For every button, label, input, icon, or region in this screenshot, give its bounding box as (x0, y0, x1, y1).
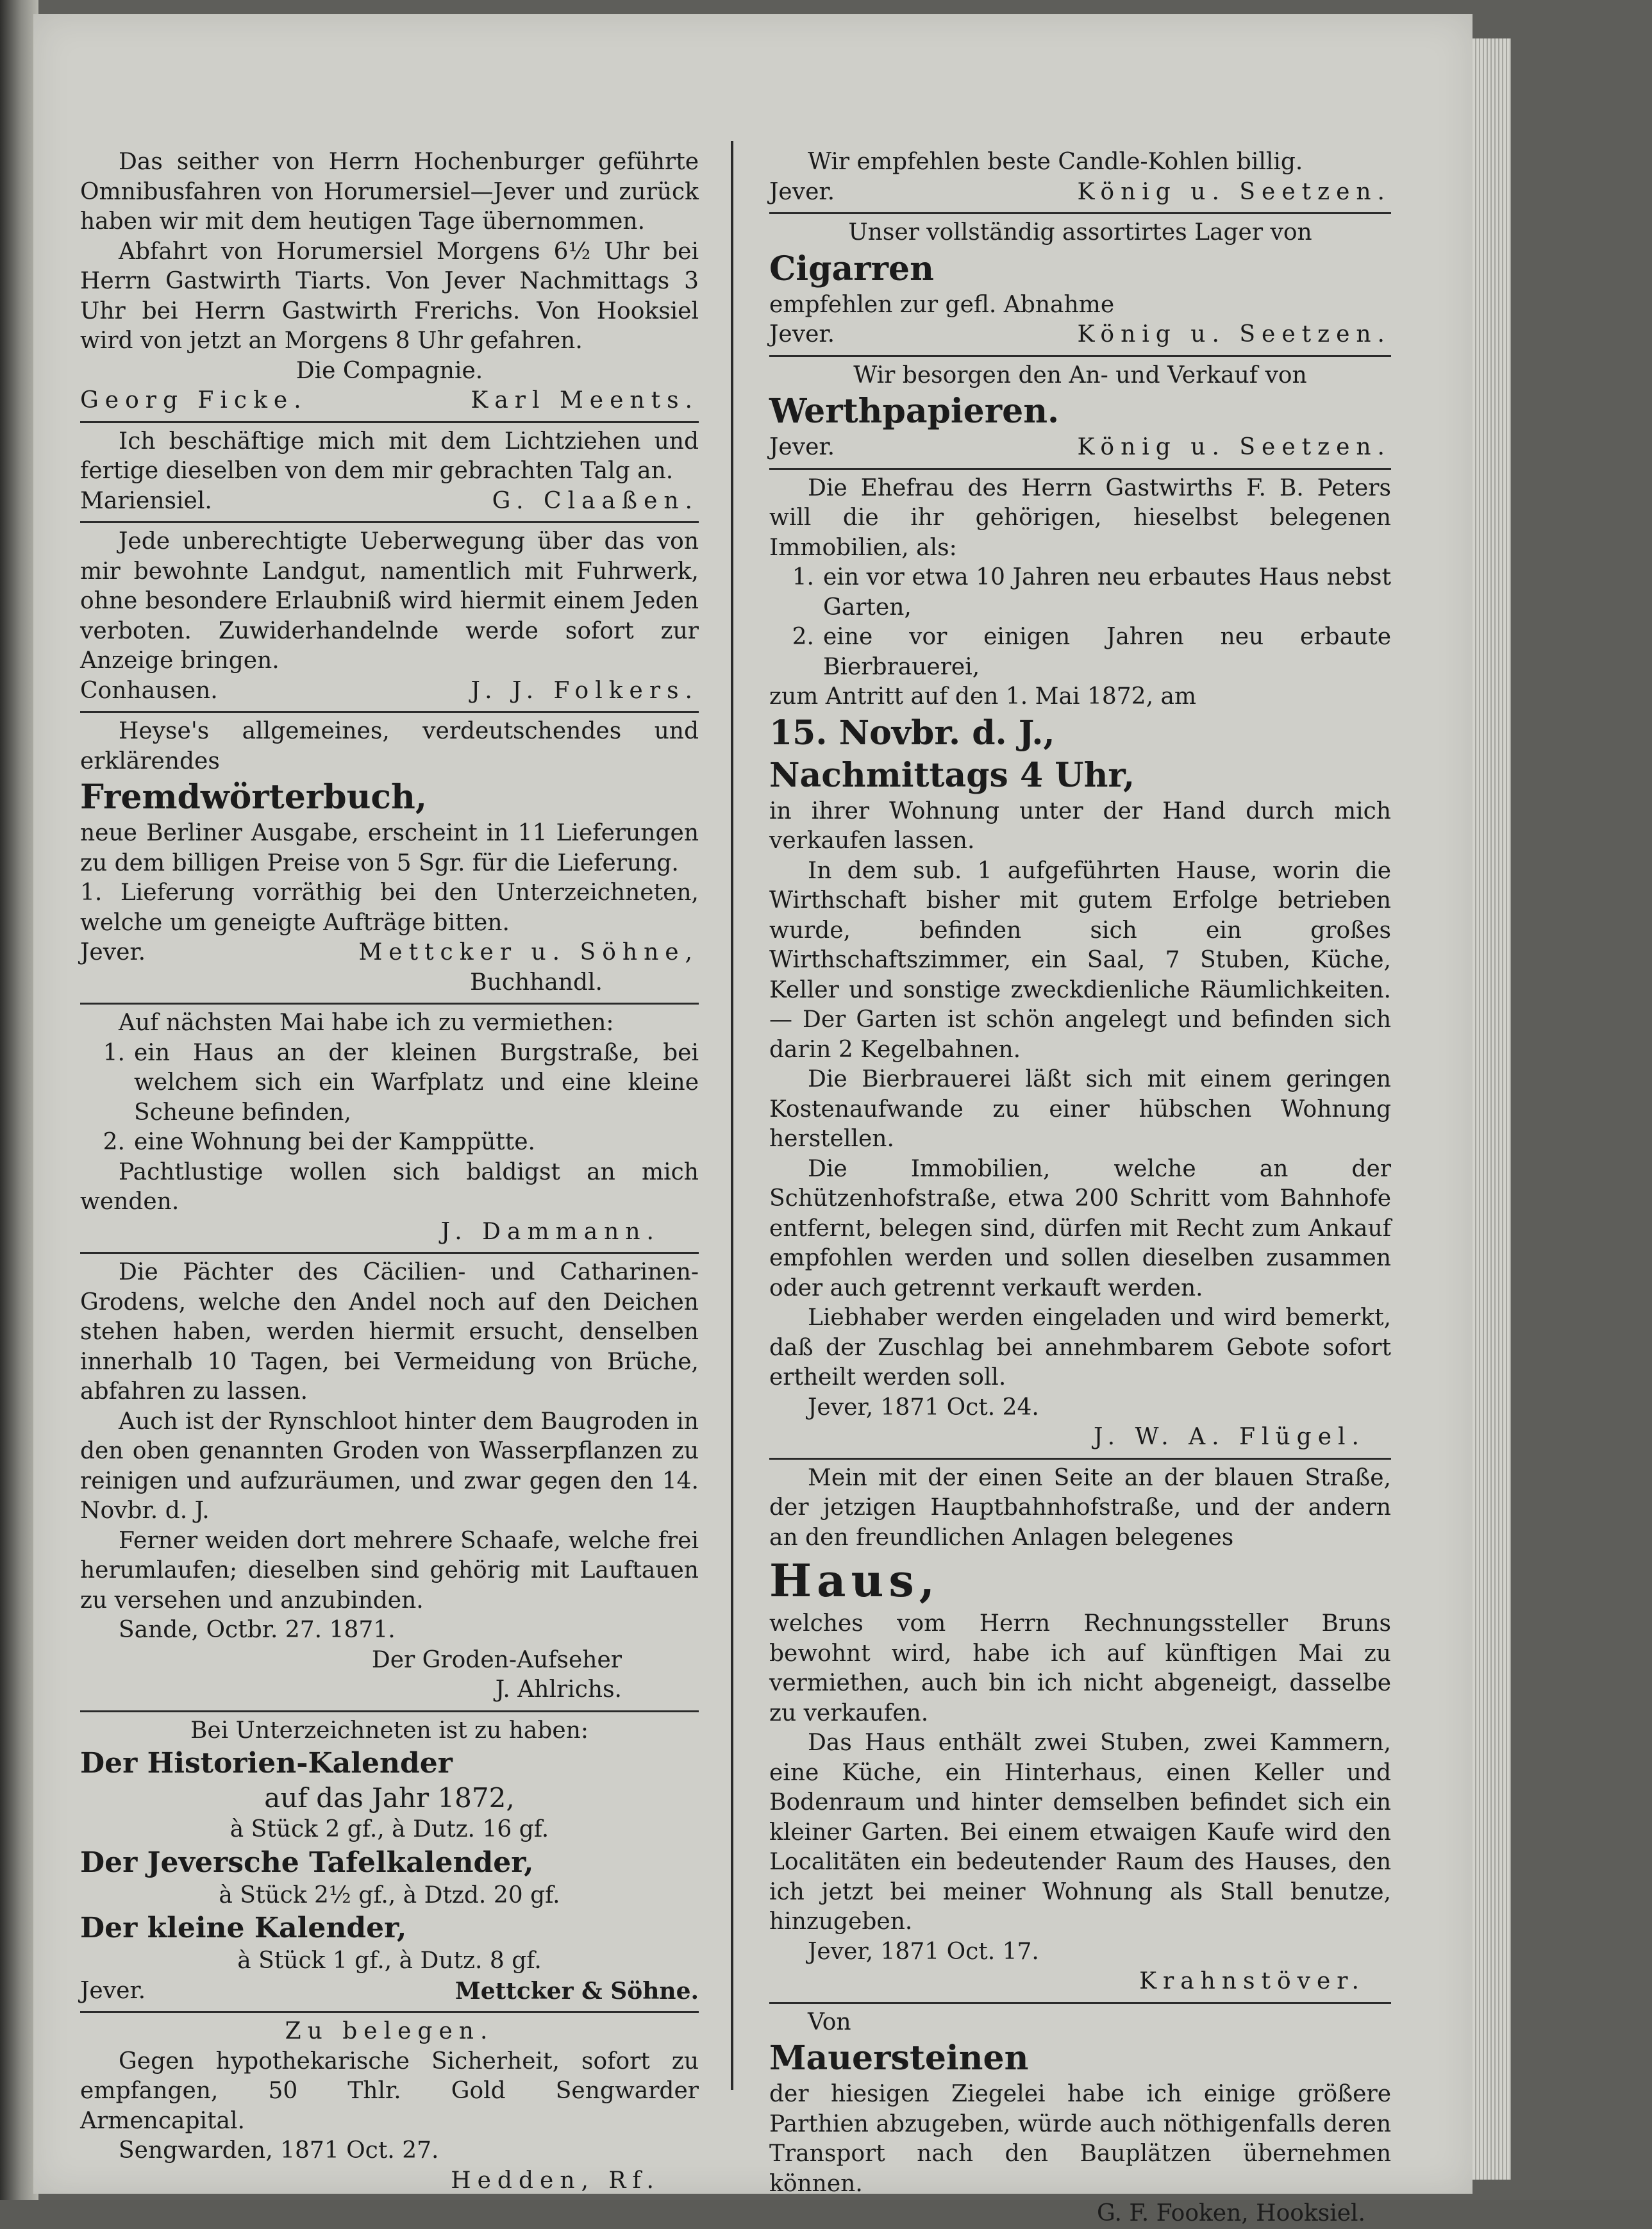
ad-intro: Heyse's allgemeines, verdeutschendes und erklärendes (80, 718, 699, 774)
ad-text: Ich beschäftige mich mit dem Lichtziehen und fertige dieselben von dem mir gebrachten Talg an. (80, 428, 699, 484)
ad-signature (769, 178, 1391, 208)
list-number: 1. (792, 564, 814, 590)
ad-lichtziehen (80, 427, 699, 517)
ad-title: Der Historien-Kalender (80, 1747, 453, 1780)
right-column (769, 147, 1391, 2229)
ad-text: Das seither von Herrn Hochenburger geführte Omnibusfahren von Horumersiel—Jever und zurück haben wir mit dem heutigen Tage übernommen. (80, 149, 699, 235)
ad-separator (769, 212, 1391, 214)
ad-date: Jever, 1871 Oct. 17. (808, 1938, 1039, 1965)
ad-separator (80, 1252, 699, 1254)
list-number: 1. (103, 1039, 125, 1066)
ad-kalender (80, 1716, 699, 2007)
ad-text: zum Antritt auf den 1. Mai 1872, am (769, 683, 1197, 710)
signature-name: König u. Seetzen. (1077, 434, 1391, 460)
ad-werthpapiere (769, 361, 1391, 463)
signature-place: Jever. (80, 939, 146, 965)
ad-title: Werthpapieren. (769, 392, 1060, 431)
ad-haus (769, 1464, 1391, 1997)
ad-vermiethen (80, 1008, 699, 1247)
ad-intro: Von (808, 2008, 851, 2035)
ad-omnibus (80, 147, 699, 416)
ad-intro: Bei Unterzeichneten ist zu haben: (190, 1717, 589, 1744)
ad-separator (80, 521, 699, 523)
left-column (80, 147, 699, 2196)
ad-text: Pachtlustige wollen sich baldigst an mich wenden. (80, 1158, 699, 1215)
list-text: eine vor einigen Jahren neu erbaute Bierbrauerei, (823, 624, 1391, 680)
ad-text: neue Berliner Ausgabe, erscheint in 11 Lieferungen zu dem billigen Preise von 5 Sgr. für die Lieferung. (80, 820, 699, 876)
ad-separator (80, 1710, 699, 1712)
column-divider (731, 141, 733, 2090)
ad-date: Sengwarden, 1871 Oct. 27. (119, 2137, 439, 2164)
ad-text: Jede unberechtigte Ueberwegung über das von mir bewohnte Landgut, namentlich mit Fuhrwerk, ohne besondere Erlaubniß wird hiermit einem Jeden verboten. Zuwiderhandelnde werde sofort zur Anzeige bringen. (80, 528, 699, 674)
ad-belegen (80, 2017, 699, 2196)
list-item (769, 563, 1391, 622)
signature-place: Jever. (769, 321, 835, 347)
signature-name: Krahnstöver. (1139, 1968, 1365, 1994)
ad-text: Ferner weiden dort mehrere Schaafe, welche frei herumlaufen; dieselben sind gehörig mit Lauftauen zu versehen und anzubinden. (80, 1527, 699, 1614)
list-item (80, 1128, 699, 1158)
ad-separator (80, 421, 699, 423)
signature-name: J. Ahlrichs. (495, 1676, 622, 1703)
ad-text: Gegen hypothekarische Sicherheit, sofort zu empfangen, 50 Thlr. Gold Sengwarder Armencapital. (80, 2048, 699, 2134)
ad-title: Mauersteinen (769, 2039, 1029, 2078)
ad-cigarren (769, 218, 1391, 350)
ad-text: Auch ist der Rynschloot hinter dem Baugroden in den oben genannten Groden von Wasserpflanzen zu reinigen und aufzuräumen, und zwar gegen den 14. Novbr. d. J. (80, 1408, 699, 1524)
ad-text: Die Pächter des Cäcilien- und Catharinen-Grodens, welche den Andel noch auf den Deichen stehen haben, werden hiermit ersucht, denselben innerhalb 10 Tagen, bei Vermeidung von Brüche, abfahren zu lassen. (80, 1259, 699, 1405)
ad-intro: Auf nächsten Mai habe ich zu vermiethen: (119, 1010, 614, 1036)
list-item (769, 622, 1391, 682)
ad-company: Die Compagnie. (296, 357, 483, 384)
ad-groden (80, 1258, 699, 1705)
ad-title: Der Jeversche Tafelkalender, (80, 1846, 534, 1879)
ad-title: Zu belegen. (285, 2018, 494, 2044)
ad-date: Jever, 1871 Oct. 24. (808, 1394, 1039, 1421)
signature-name: J. Dammann. (440, 1218, 660, 1245)
signature-name: Hedden, Rf. (451, 2167, 660, 2194)
ad-intro: Unser vollständig assortirtes Lager von (848, 219, 1312, 246)
ad-signature (80, 676, 699, 706)
list-text: ein Haus an der kleinen Burgstraße, bei welchem sich ein Warfplatz und eine kleine Scheune befinden, (134, 1039, 699, 1126)
ad-separator (769, 468, 1391, 470)
signature-place: Conhausen. (80, 677, 218, 704)
list-number: 2. (103, 1129, 125, 1155)
ad-text: welches vom Herrn Rechnungssteller Bruns bewohnt wird, habe ich auf künftigen Mai zu vermiethen, auch bin ich nicht abgeneigt, dasselbe zu verkaufen. (769, 1610, 1391, 1726)
page-edges (1473, 38, 1511, 2180)
ad-text: 1. Lieferung vorräthig bei den Unterzeichneten, welche um geneigte Aufträge bitten. (80, 880, 699, 936)
ad-intro: Wir besorgen den An- und Verkauf von (853, 362, 1307, 388)
list-text: eine Wohnung bei der Kamppütte. (134, 1129, 535, 1155)
ad-text: in ihrer Wohnung unter der Hand durch mich verkaufen lassen. (769, 797, 1391, 854)
ad-signature (80, 487, 699, 517)
ad-price: à Stück 2 gf., à Dutz. 16 gf. (229, 1816, 549, 1842)
signature-place: Jever. (769, 434, 835, 460)
ad-title: Haus, (769, 1554, 940, 1607)
ad-mauersteine (769, 2008, 1391, 2229)
signature-name: G. F. Fooken, Hooksiel. (1097, 2200, 1365, 2226)
signature-line2: Buchhandl. (470, 969, 603, 996)
ad-text: Die Immobilien, welche an der Schützenhofstraße, etwa 200 Schritt vom Bahnhofe entfernt, belegen sind, dürfen mit Recht zum Ankauf empfohlen werden und sollen dieselben zusammen oder auch getrennt verkauft werden. (769, 1155, 1391, 1301)
ad-separator (80, 1003, 699, 1005)
ad-separator (769, 2002, 1391, 2004)
ad-separator (80, 711, 699, 713)
list-text: ein vor etwa 10 Jahren neu erbautes Haus nebst Garten, (823, 564, 1391, 621)
ad-separator (769, 1458, 1391, 1460)
signature-name: König u. Seetzen. (1077, 178, 1391, 205)
ad-candle-kohlen (769, 147, 1391, 207)
ad-price: à Stück 1 gf., à Dutz. 8 gf. (237, 1948, 542, 1974)
book-spine (0, 0, 38, 2200)
ad-price: à Stück 2½ gf., à Dtzd. 20 gf. (219, 1882, 560, 1908)
ad-text: In dem sub. 1 aufgeführten Hause, worin die Wirthschaft bisher mit gutem Erfolge betrieben wurde, befinden sich ein großes Wirthschaftszimmer, ein Saal, 7 Stuben, Küche, Keller und sonstige zweckdienliche Räumlichkeiten. — Der Garten ist schön angelegt und befinden sich darin 2 Kegelbahnen. (769, 857, 1391, 1063)
ad-signature (80, 938, 699, 968)
list-item (80, 1039, 699, 1128)
signature-place: Jever. (80, 1977, 146, 2004)
ad-date: Sande, Octbr. 27. 1871. (119, 1617, 396, 1643)
ad-time-big: Nachmittags 4 Uhr, (769, 755, 1135, 795)
ad-landgut (80, 527, 699, 706)
ad-immobilien (769, 474, 1391, 1453)
ad-separator (769, 355, 1391, 357)
ad-text: Abfahrt von Horumersiel Morgens 6½ Uhr bei Herrn Gastwirth Tiarts. Von Jever Nachmittags 3 Uhr bei Herrn Gastwirth Frerichs. Von Hooksiel wird von jetzt an Morgens 8 Uhr gefahren. (80, 238, 699, 354)
ad-text: der hiesigen Ziegelei habe ich einige größere Parthien abzugeben, würde auch nöthigenfalls deren Transport nach den Bauplätzen übernehmen können. (769, 2081, 1391, 2197)
signature-name: Mettcker u. Söhne, (358, 939, 699, 965)
ad-signature (80, 1976, 699, 2007)
ad-text: Die Bierbrauerei läßt sich mit einem geringen Kostenaufwande zu einer hübschen Wohnung herstellen. (769, 1066, 1391, 1152)
signature-place: Mariensiel. (80, 487, 212, 514)
list-number: 2. (792, 624, 814, 650)
ad-fremdwoerterbuch (80, 717, 699, 998)
signature-name: J. W. A. Flügel. (1094, 1424, 1365, 1450)
signature-name: G. Claaßen. (492, 487, 699, 514)
ad-text: empfehlen zur gefl. Abnahme (769, 291, 1115, 318)
ad-signature (769, 433, 1391, 463)
ad-text: Wir empfehlen beste Candle-Kohlen billig. (808, 149, 1303, 175)
ad-subtitle: auf das Jahr 1872, (264, 1782, 515, 1814)
ad-date-big: 15. Novbr. d. J., (769, 713, 1055, 753)
signature-place: Jever. (769, 178, 835, 205)
ad-separator (80, 2011, 699, 2013)
signature-name: König u. Seetzen. (1077, 321, 1391, 347)
signature-name: Karl Meents. (471, 387, 699, 413)
ad-text: Liebhaber werden eingeladen und wird bemerkt, daß der Zuschlag bei annehmbarem Gebote sofort ertheilt werden soll. (769, 1305, 1391, 1390)
signature-name: Mettcker & Söhne. (455, 1977, 699, 2005)
ad-intro: Die Ehefrau des Herrn Gastwirths F. B. Peters will die ihr gehörigen, hieselbst belegenen Immobilien, als: (769, 474, 1391, 561)
signature-name: Georg Ficke. (80, 387, 308, 413)
signature-name: J. J. Folkers. (471, 677, 699, 704)
ad-signature (769, 320, 1391, 350)
ad-intro: Mein mit der einen Seite an der blauen Straße, der jetzigen Hauptbahnhofstraße, und der andern an den freundlichen Anlagen belegenes (769, 1464, 1391, 1551)
ad-signature (80, 386, 699, 416)
ad-title: Fremdwörterbuch, (80, 778, 427, 817)
signature-role: Der Groden-Aufseher (371, 1646, 622, 1673)
ad-title: Cigarren (769, 249, 934, 288)
ad-text: Das Haus enthält zwei Stuben, zwei Kammern, eine Küche, ein Hinterhaus, einen Keller und Bodenraum und hinter demselben befindet sich ein kleiner Garten. Bei einem etwaigen Kaufe wird den Localitäten ein bedeutender Raum des Hauses, den ich jetzt bei meiner Wohnung als Stall benutze, hinzugeben. (769, 1730, 1391, 1935)
ad-title: Der kleine Kalender, (80, 1912, 407, 1944)
